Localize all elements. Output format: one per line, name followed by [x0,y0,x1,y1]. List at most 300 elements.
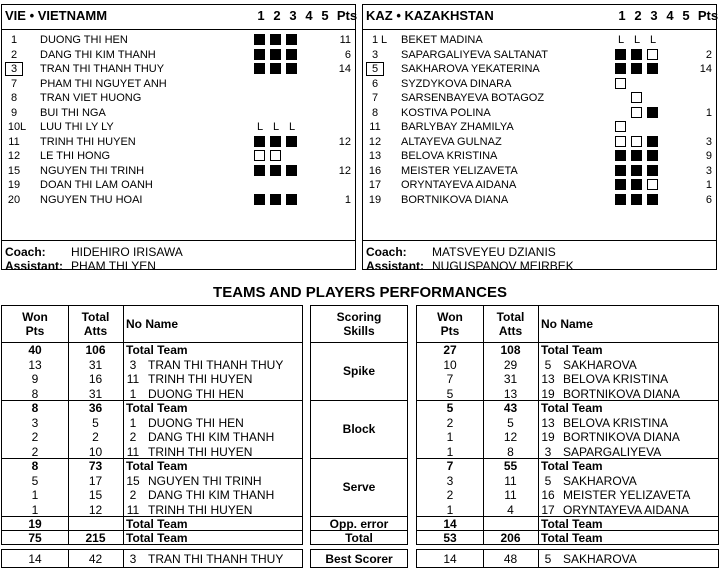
set-played-starter-square [615,150,626,161]
won-points: 5 [31,473,39,488]
set-played-starter-square [254,63,265,74]
performance-row [2,459,302,473]
player-name: SAKHAROVA [563,552,637,566]
player-name: SAKHAROVA [563,357,637,372]
player-number: 8 [10,92,18,104]
kaz-player-row [363,149,716,163]
total-attempts: 42 [88,552,103,566]
set-played-starter-square [270,194,281,205]
player-number: 15 [7,164,21,177]
player-name: TRINH THI HUYEN [148,372,253,386]
vie-set-4-header: 4 [305,8,313,23]
set-played-starter-square [254,165,265,176]
set-played-starter-square [631,150,642,161]
set-played-starter-square [254,136,265,147]
total-attempts: 4 [507,502,514,517]
player-points: 3 [705,164,712,177]
set-played-starter-square [286,63,297,74]
player-no: 3 [129,552,137,566]
player-number: 16 [368,164,382,177]
player-name: DUONG THI HEN [40,34,128,46]
performance-row [417,372,718,386]
won-points: 19 [28,517,42,531]
won-points: 3 [31,415,39,430]
set-played-sub-square [647,179,658,190]
row-divider [311,458,407,459]
player-name: SAPARGALIYEVA [563,444,662,459]
won-points: 9 [31,372,39,386]
vie-assistant-row [5,259,156,273]
player-points: 2 [705,48,712,61]
scoring-skills-column [310,305,408,545]
won-points: 2 [446,415,454,430]
player-name: MEISTER YELIZAVETA [401,164,518,177]
player-name: DOAN THI LAM OANH [40,179,153,191]
kaz-header-divider [363,29,716,30]
vie-player-row [2,164,355,178]
set-played-sub-square [615,121,626,132]
set-libero-mark: L [272,121,280,133]
player-no: 16 [541,488,555,502]
total-attempts: 43 [503,401,518,415]
vie-team-title: VIE • VIETNAMM [5,8,108,23]
set-played-starter-square [647,63,658,74]
performance-row [417,343,718,357]
skills-header: Scoring Skills [336,310,382,338]
player-name: DUONG THI HEN [148,386,244,401]
kaz-player-row [363,120,716,134]
player-no: 13 [541,415,555,430]
won-points: 1 [31,488,39,502]
player-points: 1 [344,193,351,206]
kaz-atts-header: Total Atts [496,310,525,338]
player-name: Total Team [541,459,603,473]
skill-label-serve: Serve [342,480,376,494]
player-name: Total Team [126,531,188,545]
won-points: 27 [443,343,457,357]
kaz-coach-name: MATSVEYEU DZIANIS [432,245,556,259]
total-attempts: 31 [88,386,103,401]
performance-row [2,531,302,545]
player-number: 10 [7,121,21,133]
set-played-starter-square [647,194,658,205]
vie-player-row [2,62,355,76]
player-points: 3 [705,135,712,148]
kaz-player-row [363,193,716,207]
vie-coach-name: HIDEHIRO IRISAWA [71,245,183,259]
vie-player-row [2,91,355,105]
player-no: 11 [126,372,140,386]
player-number: 17 [368,179,382,191]
player-name: PHAM THI NGUYET ANH [40,77,167,90]
player-name: LE THI HONG [40,150,111,162]
player-name: Total Team [126,459,188,473]
total-attempts: 13 [503,386,518,401]
player-name: Total Team [541,531,603,545]
vie-name-header: No Name [126,317,179,331]
player-name: Total Team [541,343,603,357]
performance-row [2,445,302,459]
player-no: 17 [541,502,555,517]
set-played-starter-square [615,165,626,176]
player-no: 11 [126,444,140,459]
total-attempts: 10 [88,444,103,459]
performance-row [2,401,302,415]
player-number: 11 [8,135,20,148]
won-points: 5 [446,401,454,415]
set-played-sub-square [615,78,626,89]
player-no: 5 [544,552,552,566]
vie-player-row [2,48,355,62]
kaz-player-row [363,164,716,178]
player-name: SAPARGALIYEVA SALTANAT [401,48,548,61]
vie-won-header: Won Pts [22,310,48,338]
player-name: TRAN THI THANH THUY [148,552,284,566]
player-name: DANG THI KIM THANH [40,48,156,61]
won-points: 1 [446,444,454,459]
player-no: 11 [126,502,140,517]
performance-row [2,488,302,502]
vie-set-5-header: 5 [321,8,329,23]
performance-row [2,430,302,444]
set-played-starter-square [631,194,642,205]
vie-player-row [2,178,355,192]
set-libero-mark: L [288,121,296,133]
vie-assistant-label: Assistant: [5,259,64,273]
set-played-sub-square [647,49,658,60]
set-played-starter-square [254,34,265,45]
kaz-best-scorer-table [416,549,719,568]
player-points: 14 [338,63,351,75]
set-played-starter-square [615,63,626,74]
player-no: 19 [541,386,555,401]
player-name: DANG THI KIM THANH [148,430,275,444]
set-played-starter-square [254,194,265,205]
player-number: 2 [10,48,18,61]
player-points: 14 [699,63,712,75]
set-played-starter-square [286,49,297,60]
player-no: 5 [544,357,552,372]
player-number: 20 [7,193,21,206]
player-name: BARLYBAY ZHAMILYA [401,121,514,133]
total-attempts: 31 [88,357,103,372]
vie-coach-divider [2,240,355,241]
won-points: 8 [31,401,39,415]
total-attempts: 108 [500,343,521,357]
performance-row [417,459,718,473]
won-points: 2 [446,488,454,502]
player-name: BELOVA KRISTINA [401,150,498,162]
total-attempts: 215 [85,531,106,545]
set-played-starter-square [270,63,281,74]
set-played-starter-square [647,107,658,118]
vie-set-2-header: 2 [273,8,281,23]
best-scorer-label: Best Scorer [325,552,393,566]
player-number: 3 [5,62,23,76]
vie-player-row [2,77,355,91]
libero-marker: L [381,34,388,46]
player-name: BELOVA KRISTINA [563,415,669,430]
vie-best-scorer-table [1,549,303,568]
set-played-starter-square [270,49,281,60]
performance-row [2,343,302,357]
performance-row [2,416,302,430]
kaz-set-4-header: 4 [666,8,674,23]
skill-label-total: Total [345,531,373,545]
player-name: ORYNTAYEVA AIDANA [563,502,689,517]
player-no: 1 [129,386,137,401]
performance-row [417,474,718,488]
total-attempts: 55 [503,459,518,473]
player-name: NGUYEN THI TRINH [40,164,145,177]
kaz-set-5-header: 5 [682,8,690,23]
won-points: 13 [28,357,42,372]
set-played-starter-square [647,150,658,161]
player-number: 11 [369,121,381,133]
total-attempts: 16 [88,372,103,386]
player-name: Total Team [126,517,188,531]
vie-set-1-header: 1 [257,8,265,23]
set-played-starter-square [254,49,265,60]
player-name: SARSENBAYEVA BOTAGOZ [401,92,545,104]
won-points: 2 [31,444,39,459]
player-name: BUI THI NGA [40,106,106,119]
kaz-player-row [363,178,716,192]
set-played-sub-square [270,150,281,161]
player-name: Total Team [541,517,603,531]
player-name: Total Team [126,401,188,415]
set-libero-mark: L [649,34,657,46]
performance-row [2,387,302,401]
player-number: 3 [371,48,379,61]
player-name: NGUYEN THI TRINH [148,473,262,488]
set-played-sub-square [615,136,626,147]
kaz-player-row [363,77,716,91]
performance-row [2,552,302,566]
best-scorer-label-box [310,549,408,568]
performance-row [417,531,718,545]
set-played-starter-square [270,34,281,45]
player-name: TRINH THI HUYEN [40,135,136,148]
kaz-performance-table [416,305,719,545]
vie-set-3-header: 3 [289,8,297,23]
set-played-starter-square [286,165,297,176]
player-points: 12 [338,135,351,148]
player-name: ORYNTAYEVA AIDANA [401,179,517,191]
set-played-starter-square [647,165,658,176]
won-points: 10 [443,357,457,372]
vie-roster-panel [1,4,358,273]
player-name: BEKET MADINA [401,34,483,46]
player-no: 3 [544,444,552,459]
player-name: NGUYEN THU HOAI [40,193,143,206]
vie-assistant-name: PHAM THI YEN [71,259,156,273]
total-attempts: 17 [88,473,103,488]
player-name: BORTNIKOVA DIANA [563,430,680,444]
total-attempts: 5 [92,415,99,430]
skill-label-block: Block [342,422,376,436]
performance-row [417,445,718,459]
total-attempts: 12 [503,430,518,444]
player-name: DANG THI KIM THANH [148,488,275,502]
won-points: 53 [443,531,457,545]
performance-row [417,358,718,372]
performance-row [417,401,718,415]
won-points: 7 [446,372,454,386]
kaz-player-row [363,135,716,149]
player-name: TRINH THI HUYEN [148,502,253,517]
player-points: 9 [705,150,712,162]
total-attempts: 31 [503,372,518,386]
won-points: 7 [446,459,454,473]
player-name: KOSTIVA POLINA [401,106,491,119]
total-attempts: 206 [500,531,521,545]
performance-row [2,358,302,372]
player-number: 19 [7,179,21,191]
kaz-assistant-label: Assistant: [366,259,425,273]
vie-player-row [2,135,355,149]
set-played-starter-square [270,165,281,176]
player-name: ALTAYEVA GULNAZ [401,135,502,148]
kaz-set-3-header: 3 [650,8,658,23]
skill-label-opp-error: Opp. error [329,517,389,531]
won-points: 75 [28,531,42,545]
player-number: 5 [366,62,384,76]
won-points: 8 [31,386,39,401]
kaz-player-row [363,91,716,105]
kaz-set-2-header: 2 [634,8,642,23]
won-points: 1 [446,502,454,517]
kaz-coach-label: Coach: [366,245,407,259]
player-number: 7 [10,77,18,90]
player-name: SAKHAROVA YEKATERINA [401,63,540,75]
total-attempts: 8 [507,444,514,459]
vie-performance-table [1,305,303,545]
won-points: 14 [443,552,457,566]
player-name: SAKHAROVA [563,473,637,488]
set-played-starter-square [270,136,281,147]
kaz-won-header: Won Pts [437,310,463,338]
performance-row [2,503,302,517]
set-played-starter-square [286,194,297,205]
player-points: 11 [339,34,351,46]
won-points: 1 [446,430,454,444]
kaz-pts-header: Pts [697,8,719,23]
player-points: 12 [338,164,351,177]
won-points: 2 [31,430,39,444]
total-attempts: 73 [88,459,103,473]
player-name: TRAN THI THANH THUY [148,357,284,372]
vie-player-row [2,33,355,47]
set-played-starter-square [631,49,642,60]
won-points: 5 [446,386,454,401]
kaz-assistant-row [366,259,574,273]
performance-row [2,372,302,386]
total-attempts: 36 [88,401,103,415]
player-no: 2 [129,430,137,444]
player-number: 7 [371,92,379,104]
vie-header-divider [2,29,355,30]
set-libero-mark: L [633,34,641,46]
vie-player-row [2,106,355,120]
row-divider [311,342,407,343]
player-points: 6 [705,193,712,206]
player-name: TRINH THI HUYEN [148,444,253,459]
total-attempts: 11 [504,473,517,488]
total-attempts: 48 [503,552,518,566]
player-points: 1 [705,179,712,191]
player-number: 12 [7,150,21,162]
performance-row [417,503,718,517]
player-no: 3 [129,357,137,372]
player-name: BORTNIKOVA DIANA [401,193,509,206]
set-played-starter-square [615,49,626,60]
vie-coach-label: Coach: [5,245,46,259]
player-number: 6 [371,77,379,90]
performance-row [417,416,718,430]
won-points: 14 [28,552,42,566]
player-name: TRAN THI THANH THUY [40,63,165,75]
set-played-starter-square [615,179,626,190]
vie-atts-header: Total Atts [81,310,110,338]
kaz-player-row [363,62,716,76]
kaz-player-row [363,33,716,47]
libero-marker: L [20,121,27,133]
performance-row [417,387,718,401]
total-attempts: 2 [92,430,99,444]
total-attempts: 5 [507,415,514,430]
kaz-set-1-header: 1 [618,8,626,23]
performance-row [2,474,302,488]
kaz-team-title: KAZ • KAZAKHSTAN [366,8,494,23]
total-attempts: 106 [85,343,106,357]
set-played-starter-square [631,63,642,74]
player-number: 8 [371,106,379,119]
total-attempts: 29 [503,357,518,372]
player-name: MEISTER YELIZAVETA [563,488,691,502]
vie-pts-header: Pts [336,8,358,23]
player-no: 2 [129,488,137,502]
set-played-starter-square [631,165,642,176]
performance-row [2,517,302,531]
skill-label-spike: Spike [342,364,375,378]
performance-row [417,488,718,502]
player-number: 12 [368,135,382,148]
won-points: 14 [443,517,457,531]
set-played-sub-square [631,136,642,147]
player-no: 19 [541,430,555,444]
player-name: BORTNIKOVA DIANA [563,386,680,401]
set-played-starter-square [286,136,297,147]
kaz-coach-divider [363,240,716,241]
player-name: BELOVA KRISTINA [563,372,669,386]
set-played-starter-square [286,34,297,45]
player-name: Total Team [541,401,603,415]
vie-player-row [2,193,355,207]
set-libero-mark: L [617,34,625,46]
set-played-sub-square [254,150,265,161]
player-number: 13 [368,150,382,162]
kaz-coach-row [366,245,556,259]
won-points: 1 [31,502,39,517]
set-played-sub-square [631,92,642,103]
vie-coach-row [5,245,183,259]
set-libero-mark: L [256,121,264,133]
player-name: SYZDYKOVA DINARA [401,77,512,90]
performance-title: TEAMS AND PLAYERS PERFORMANCES [213,284,507,301]
won-points: 40 [28,343,42,357]
performance-row [417,517,718,531]
